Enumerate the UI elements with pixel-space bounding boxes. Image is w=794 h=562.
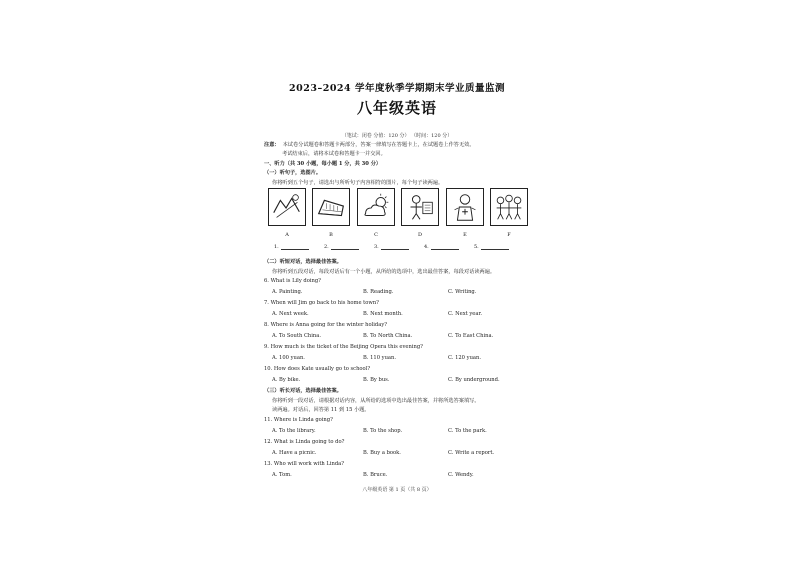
picture-d	[401, 188, 439, 226]
exam-meta: （笔试：闭卷 分值：120 分） （时间：120 分）	[341, 133, 453, 139]
option[interactable]: A. 100 yuan.	[272, 355, 305, 361]
section-1-heading: 一、听力（共 30 小题，每小题 1 分，共 30 分）	[264, 161, 382, 167]
part-3-instruction-2: 读两遍。对话后，回答第 11 到 15 小题。	[272, 407, 370, 413]
picture-label-e: E	[463, 232, 467, 238]
option[interactable]: B. By bus.	[363, 377, 390, 383]
option[interactable]: A. Tom.	[272, 472, 292, 478]
sun-cloud-icon	[358, 189, 394, 225]
exam-title: 2023–2024 学年度秋季学期期末学业质量监测	[289, 83, 505, 94]
question-stem: 7. When will Jim go back to his home town?	[264, 300, 379, 306]
part-3-instruction-1: 你将听到一段对话，请根据对话内容，从所给的选项中选出最佳答案，并将所选答案填写。	[272, 398, 480, 404]
option[interactable]: A. Painting.	[272, 289, 303, 295]
question-stem: 8. Where is Anna going for the winter holiday?	[264, 322, 388, 328]
picture-row	[268, 188, 528, 238]
part-2-heading: （二）听短对话，选择最佳答案。	[264, 259, 342, 265]
part-2-instruction: 你将听到五段对话，每段对话后有一个小题，从所给的选项中，选出最佳答案，每段对话读两遍。	[272, 269, 496, 275]
option[interactable]: A. Next week.	[272, 311, 309, 317]
question-stem: 11. Where is Linda going?	[264, 417, 333, 423]
question-stem: 10. How does Kate usually go to school?	[264, 366, 371, 372]
option[interactable]: B. To North China.	[363, 333, 413, 339]
option[interactable]: A. Have a picnic.	[272, 450, 317, 456]
answer-blank[interactable]: 3.	[374, 244, 409, 250]
option[interactable]: C. 120 yuan.	[448, 355, 481, 361]
doctor-icon	[447, 189, 483, 225]
question-stem: 12. What is Linda going to do?	[264, 439, 345, 445]
drawing-sketch-icon	[269, 189, 305, 225]
page-footer: 八年级英语 第 1 页（共 8 页）	[362, 487, 432, 493]
option[interactable]: C. To East China.	[448, 333, 494, 339]
answer-blank[interactable]: 1.	[274, 244, 309, 250]
option[interactable]: B. Next month.	[363, 311, 403, 317]
picture-label-a: A	[285, 232, 289, 238]
picture-label-d: D	[417, 232, 422, 238]
picture-label-b: B	[329, 232, 333, 238]
part-1-heading: （一）听句子，选图片。	[264, 170, 322, 176]
exam-notes	[264, 141, 526, 159]
exam-page	[258, 60, 536, 505]
option[interactable]: B. Bruce.	[363, 472, 388, 478]
answer-blank[interactable]: 5.	[474, 244, 509, 250]
reading-student-icon	[402, 189, 438, 225]
question-stem: 13. Who will work with Linda?	[264, 461, 345, 467]
option[interactable]: B. To the shop.	[363, 428, 403, 434]
picture-a	[268, 188, 306, 226]
piano-icon	[313, 189, 349, 225]
picture-label-f: F	[507, 232, 511, 238]
question-stem: 6. What is Lily doing?	[264, 278, 321, 284]
answer-blank[interactable]: 4.	[424, 244, 459, 250]
picture-e	[446, 188, 484, 226]
option[interactable]: C. By underground.	[448, 377, 500, 383]
option[interactable]: C. To the park.	[448, 428, 487, 434]
notes-line-2: 考试结束后，请将本试卷和答题卡一并交回。	[282, 151, 386, 157]
notes-label: 注意：	[264, 142, 280, 148]
picture-f	[490, 188, 528, 226]
children-group-icon	[491, 189, 527, 225]
answer-blank[interactable]: 2.	[324, 244, 359, 250]
part-1-instruction: 你将听到五个句子，请选出与所听句子内容相符的图片，每个句子读两遍。	[272, 180, 444, 186]
option[interactable]: A. To South China.	[272, 333, 322, 339]
option[interactable]: B. Buy a book.	[363, 450, 401, 456]
option[interactable]: C. Writing.	[448, 289, 477, 295]
picture-b	[312, 188, 350, 226]
question-stem: 9. How much is the ticket of the Beijing Opera this evening?	[264, 344, 423, 350]
option[interactable]: C. Next year.	[448, 311, 483, 317]
notes-line-1: 本试卷分试题卷和答题卡两部分，答案一律填写在答题卡上，在试题卷上作答无效。	[282, 142, 475, 148]
option[interactable]: B. Reading.	[363, 289, 394, 295]
option[interactable]: C. Write a report.	[448, 450, 495, 456]
picture-c	[357, 188, 395, 226]
option[interactable]: C. Wendy.	[448, 472, 474, 478]
option[interactable]: A. By bike.	[272, 377, 301, 383]
subject-title: 八年级英语	[356, 99, 437, 117]
picture-label-c: C	[374, 232, 378, 238]
option[interactable]: B. 110 yuan.	[363, 355, 397, 361]
part-3-heading: （三）听长对话，选择最佳答案。	[264, 388, 342, 394]
option[interactable]: A. To the library.	[272, 428, 316, 434]
